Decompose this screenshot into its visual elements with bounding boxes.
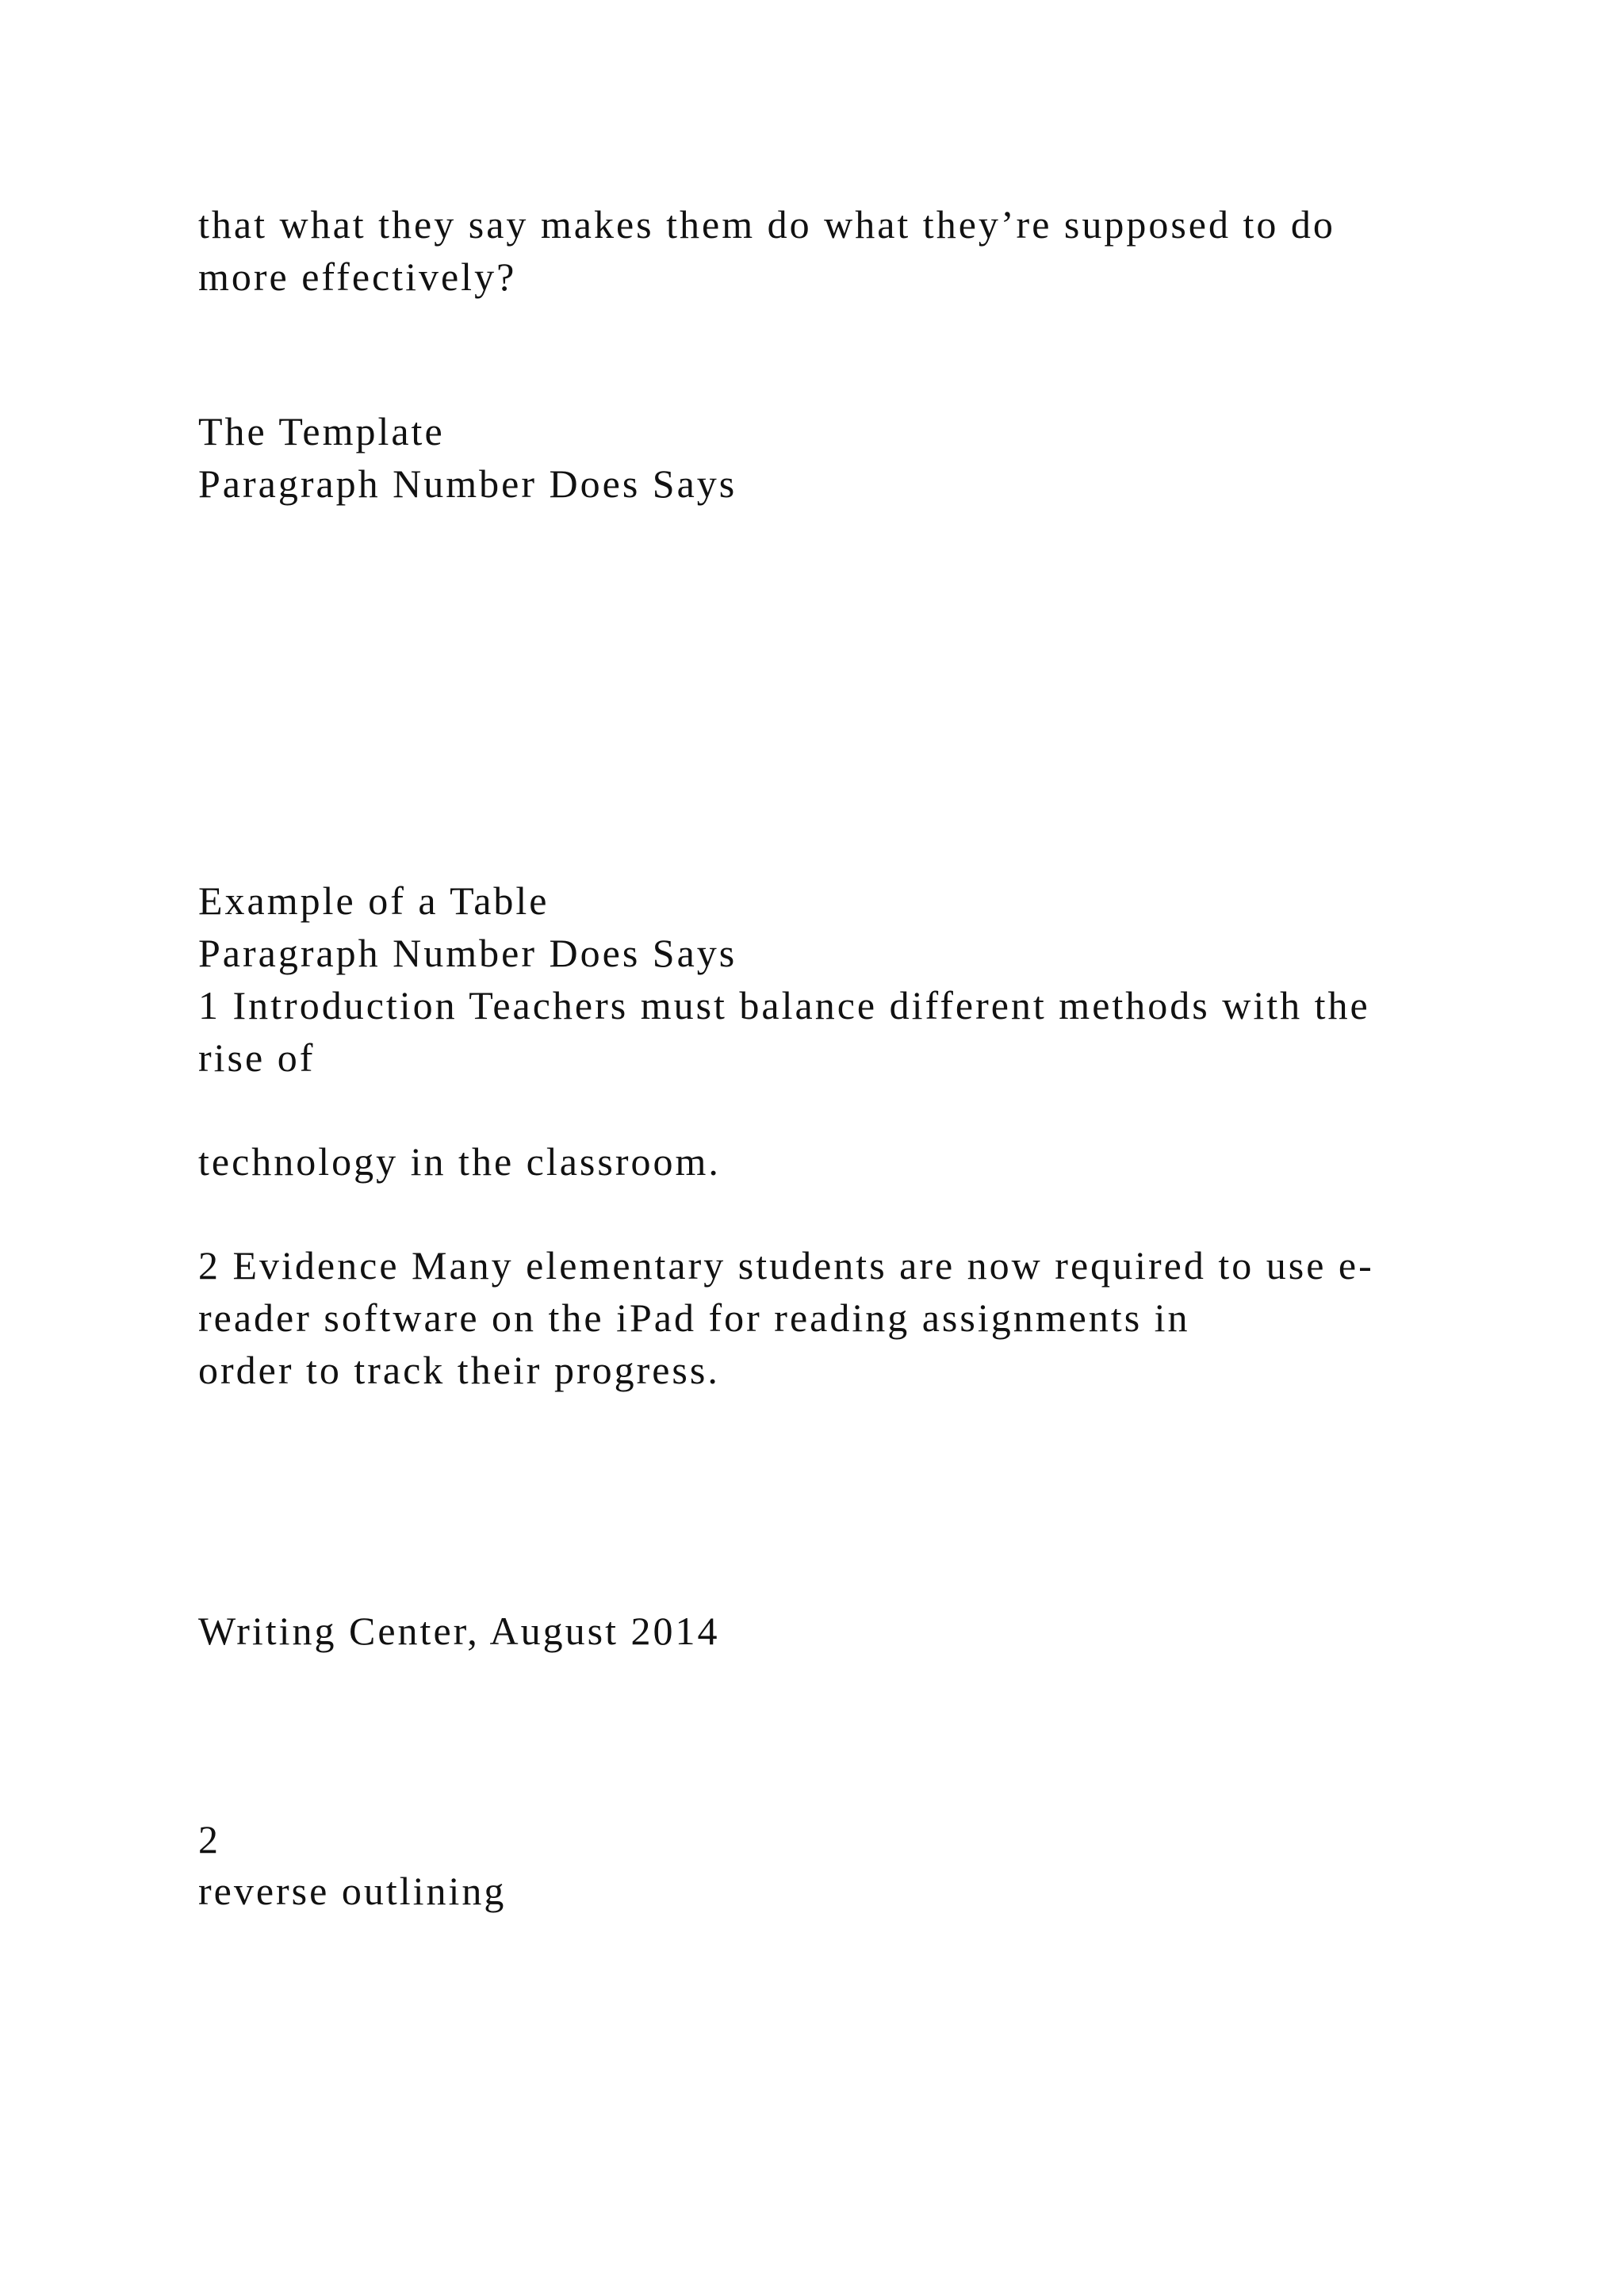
example-row-2-line-2: reader software on the iPad for reading assignments in	[198, 1295, 1190, 1340]
example-row-1-line-2: rise of	[198, 1035, 316, 1080]
intro-line-2: more effectively?	[198, 254, 517, 299]
example-heading: Example of a Table	[198, 878, 550, 923]
example-column-headers: Paragraph Number Does Says	[198, 931, 737, 975]
template-heading: The Template	[198, 409, 445, 453]
example-row-2-line-3: order to track their progress.	[198, 1348, 720, 1392]
footer-credit: Writing Center, August 2014	[198, 1609, 720, 1653]
example-row-1-line-3: technology in the classroom.	[198, 1139, 721, 1184]
template-column-headers: Paragraph Number Does Says	[198, 461, 737, 506]
example-row-2-line-1: 2 Evidence Many elementary students are now required to use e-	[198, 1243, 1374, 1288]
page-number: 2	[198, 1817, 220, 1862]
intro-line-1: that what they say makes them do what they’re supposed to do	[198, 202, 1335, 247]
running-title: reverse outlining	[198, 1869, 507, 1913]
example-row-1-line-1: 1 Introduction Teachers must balance different methods with the	[198, 983, 1370, 1027]
